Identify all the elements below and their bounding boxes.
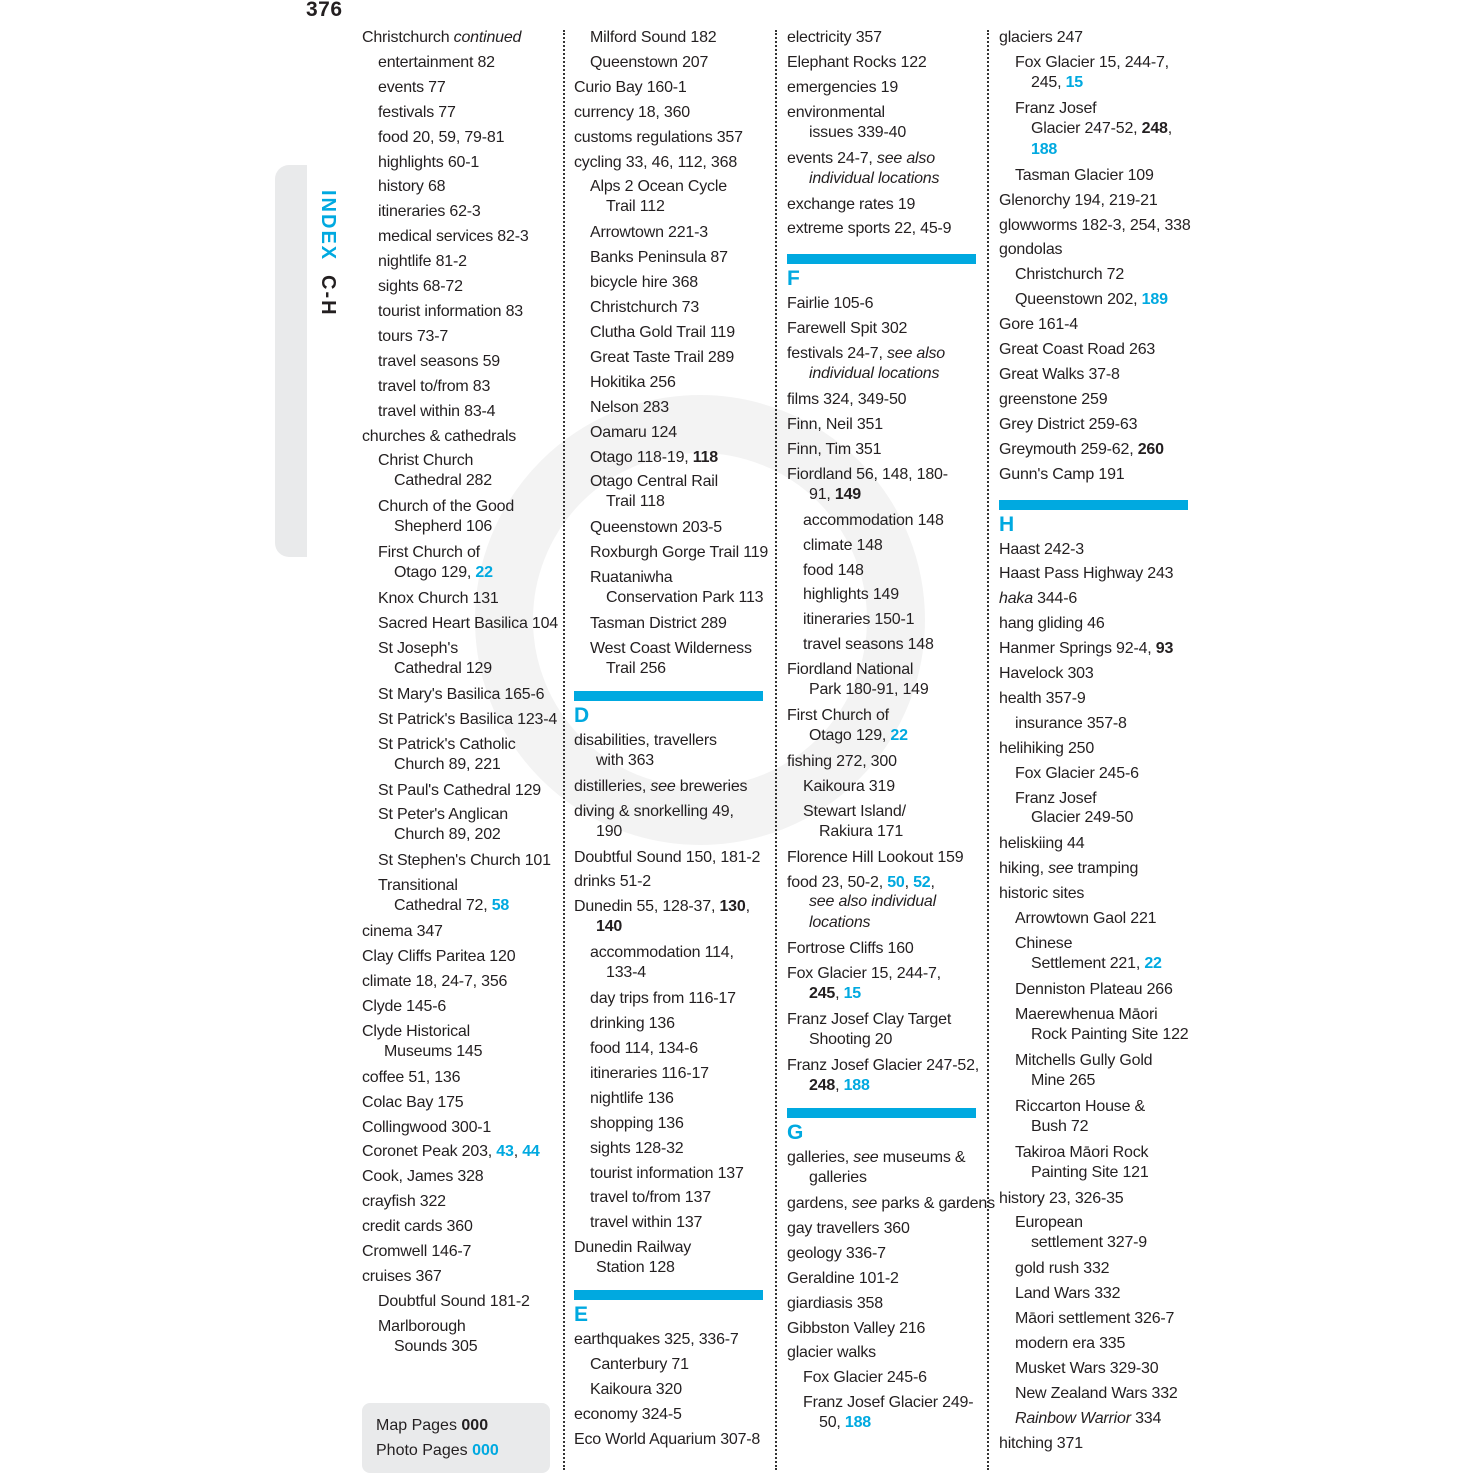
index-entry: First Church of (378, 544, 480, 562)
index-entry: Fox Glacier 245-6 (803, 1369, 927, 1387)
index-entry: Rainbow Warrior 334 (1015, 1409, 1162, 1427)
index-entry: Franz Josef (1015, 99, 1097, 117)
index-entry: food 23, 50-2, 50, 52, (787, 873, 935, 891)
index-entry: cruises 367 (362, 1267, 442, 1285)
page-number: 376 (306, 0, 343, 21)
index-entry: Coronet Peak 203, 43, 44 (362, 1143, 540, 1161)
index-entry: diving & snorkelling 49, (574, 802, 734, 820)
index-entry: travel within 83-4 (378, 402, 496, 420)
index-entry: Shepherd 106 (394, 518, 493, 536)
index-entry: Great Walks 37-8 (999, 365, 1120, 383)
index-entry: Conservation Park 113 (606, 589, 764, 607)
index-entry: Otago 129, 22 (394, 564, 493, 582)
index-entry: hitching 371 (999, 1434, 1083, 1452)
index-entry: Dunedin 55, 128-37, 130, (574, 898, 750, 916)
index-entry: Finn, Tim 351 (787, 440, 882, 458)
section-letter-f: F (787, 267, 800, 291)
index-entry: credit cards 360 (362, 1218, 473, 1236)
index-entry: medical services 82-3 (378, 228, 529, 246)
index-entry: Riccarton House & (1015, 1097, 1145, 1115)
index-entry: Māori settlement 326-7 (1015, 1310, 1175, 1328)
index-entry: Trail 118 (606, 493, 665, 511)
section-letter-e: E (574, 1303, 588, 1327)
index-entry: Mitchells Gully Gold (1015, 1051, 1153, 1069)
index-entry: Great Taste Trail 289 (590, 348, 735, 366)
index-entry: Station 128 (596, 1259, 675, 1277)
index-entry: St Paul's Cathedral 129 (378, 781, 542, 799)
index-entry: Christ Church (378, 452, 474, 470)
index-entry: Great Coast Road 263 (999, 341, 1156, 359)
index-entry: accommodation 148 (803, 511, 944, 529)
index-entry: Gunn's Camp 191 (999, 465, 1125, 483)
index-entry: disabilities, travellers (574, 731, 717, 749)
index-entry: glowworms 182-3, 254, 338 (999, 216, 1191, 234)
index-entry: highlights 149 (803, 586, 899, 604)
index-entry: St Patrick's Catholic (378, 735, 516, 753)
index-entry: historic sites (999, 885, 1085, 903)
index-entry: 248, 188 (809, 1077, 870, 1095)
index-entry: Finn, Neil 351 (787, 415, 883, 433)
index-entry: New Zealand Wars 332 (1015, 1384, 1178, 1402)
index-entry: itineraries 150-1 (803, 611, 915, 629)
side-tab-range: C-H (317, 274, 339, 317)
index-entry: drinking 136 (590, 1015, 675, 1033)
index-entry: Franz Josef Clay Target (787, 1011, 952, 1029)
column-divider (563, 30, 565, 1470)
index-entry: Eco World Aquarium 307-8 (574, 1430, 761, 1448)
index-entry: 245, 15 (809, 985, 862, 1003)
index-entry: travel seasons 148 (803, 636, 934, 654)
index-entry: Shooting 20 (809, 1031, 893, 1049)
index-entry: issues 339-40 (809, 123, 907, 141)
index-column-1 (362, 26, 557, 1361)
side-tab-index: INDEX (317, 190, 339, 262)
index-entry: Florence Hill Lookout 159 (787, 848, 964, 866)
index-entry: Nelson 283 (590, 398, 669, 416)
section-letter-d: D (574, 703, 589, 727)
index-entry: itineraries 62-3 (378, 203, 481, 221)
index-entry: Cromwell 146-7 (362, 1243, 472, 1261)
index-entry: galleries, see museums & (787, 1149, 966, 1167)
index-entry: sights 68-72 (378, 278, 463, 296)
index-entry: glacier walks (787, 1344, 876, 1362)
page-legend-box (362, 1403, 550, 1473)
index-entry: earthquakes 325, 336-7 (574, 1331, 739, 1349)
index-entry: Cathedral 72, 58 (394, 897, 510, 915)
index-entry: Mine 265 (1031, 1071, 1096, 1089)
index-entry: highlights 60-1 (378, 153, 480, 171)
index-entry: Hanmer Springs 92-4, 93 (999, 640, 1174, 658)
index-entry: gondolas (999, 241, 1063, 259)
index-entry: Fox Glacier 15, 244-7, (1015, 53, 1169, 71)
index-entry: Christchurch 73 (590, 299, 700, 317)
index-entry: cinema 347 (362, 923, 443, 941)
side-tab (275, 165, 307, 557)
index-entry: Greymouth 259-62, 260 (999, 440, 1164, 458)
index-entry: health 357-9 (999, 689, 1086, 707)
index-entry: crayfish 322 (362, 1193, 446, 1211)
index-entry: Land Wars 332 (1015, 1285, 1121, 1303)
index-entry: Alps 2 Ocean Cycle (590, 178, 727, 196)
index-entry: Franz Josef Glacier 247-52, (787, 1057, 980, 1075)
index-entry: hang gliding 46 (999, 615, 1105, 633)
index-column-3 (787, 26, 995, 1437)
index-entry: galleries (809, 1169, 867, 1186)
section-divider-bar (787, 1108, 976, 1118)
index-entry: Rock Painting Site 122 (1031, 1025, 1189, 1043)
index-entry: currency 18, 360 (574, 103, 690, 121)
index-entry: Cook, James 328 (362, 1168, 484, 1186)
index-entry: West Coast Wilderness (590, 639, 752, 657)
index-entry: churches & cathedrals (362, 427, 517, 445)
index-entry: Hokitika 256 (590, 373, 676, 391)
index-entry: helihiking 250 (999, 739, 1095, 757)
index-entry: haka 344-6 (999, 590, 1078, 608)
index-entry: individual locations (809, 169, 940, 187)
index-entry: Knox Church 131 (378, 590, 499, 608)
index-entry: festivals 77 (378, 103, 456, 121)
index-entry: Glenorchy 194, 219-21 (999, 191, 1158, 209)
index-entry: Settlement 221, 22 (1031, 955, 1162, 972)
index-entry: climate 18, 24-7, 356 (362, 973, 508, 990)
index-entry: Stewart Island/ (803, 802, 906, 820)
index-entry: 50, 188 (819, 1414, 871, 1432)
index-entry: customs regulations 357 (574, 128, 743, 146)
index-entry: Milford Sound 182 (590, 29, 717, 46)
column-divider (775, 30, 777, 1470)
index-entry: Clyde 145-6 (362, 997, 447, 1015)
index-entry: Cathedral 129 (394, 659, 492, 677)
index-entry: Colac Bay 175 (362, 1093, 464, 1111)
index-entry: Fox Glacier 15, 244-7, (787, 965, 941, 983)
index-entry: Fiordland 56, 148, 180- (787, 465, 948, 483)
index-entry: Dunedin Railway (574, 1239, 692, 1257)
index-entry: settlement 327-9 (1031, 1234, 1147, 1252)
index-entry: Collingwood 300-1 (362, 1118, 492, 1136)
index-entry: Christchurch 72 (1015, 266, 1125, 284)
index-entry: glaciers 247 (999, 29, 1083, 46)
index-entry: Havelock 303 (999, 665, 1094, 683)
column-divider (987, 30, 989, 1470)
index-entry: locations (809, 914, 871, 932)
index-entry: itineraries 116-17 (590, 1064, 709, 1082)
index-entry: Painting Site 121 (1031, 1163, 1149, 1181)
index-entry: Musket Wars 329-30 (1015, 1359, 1159, 1377)
index-entry: see also individual (809, 893, 936, 911)
index-entry: Kaikoura 320 (590, 1380, 682, 1398)
map-pages-number: 000 (461, 1417, 489, 1434)
index-entry: extreme sports 22, 45-9 (787, 220, 952, 238)
index-entry: exchange rates 19 (787, 195, 916, 213)
index-entry: Chinese (1015, 935, 1073, 953)
index-entry: Gore 161-4 (999, 316, 1078, 334)
index-entry: festivals 24-7, see also (787, 345, 945, 363)
index-entry: Museums 145 (384, 1042, 483, 1060)
index-entry: day trips from 116-17 (590, 990, 736, 1008)
photo-pages-number: 000 (472, 1442, 499, 1459)
index-entry: Haast Pass Highway 243 (999, 565, 1174, 583)
index-entry: Park 180-91, 149 (809, 681, 929, 699)
index-entry: St Patrick's Basilica 123-4 (378, 710, 558, 728)
index-entry: St Joseph's (378, 639, 459, 657)
index-entry: insurance 357-8 (1015, 714, 1127, 732)
side-tab-label (316, 190, 339, 316)
index-entry: events 24-7, see also (787, 149, 935, 167)
index-entry: Tasman District 289 (590, 615, 727, 633)
index-entry: Queenstown 203-5 (590, 519, 723, 537)
index-entry: Sacred Heart Basilica 104 (378, 615, 558, 633)
index-entry: Kaikoura 319 (803, 777, 895, 795)
section-letter-h: H (999, 512, 1014, 536)
index-entry: Doubtful Sound 181-2 (378, 1292, 530, 1310)
index-entry: Franz Josef (1015, 789, 1097, 807)
index-entry: 133-4 (606, 964, 646, 982)
index-entry: Arrowtown Gaol 221 (1015, 910, 1157, 928)
index-entry: Tasman Glacier 109 (1015, 166, 1154, 184)
index-entry: distilleries, see breweries (574, 777, 748, 795)
index-entry: Doubtful Sound 150, 181-2 (574, 848, 761, 866)
index-entry: Marlborough (378, 1317, 466, 1335)
index-entry: Trail 112 (606, 198, 665, 216)
photo-pages-legend (376, 1442, 499, 1460)
index-entry: Farewell Spit 302 (787, 320, 908, 338)
index-entry: Church 89, 221 (394, 755, 501, 773)
section-letter-g: G (787, 1121, 804, 1145)
index-entry: Gibbston Valley 216 (787, 1319, 926, 1337)
index-entry: drinks 51-2 (574, 873, 651, 891)
index-entry: food 148 (803, 561, 864, 579)
index-column-2 (574, 26, 769, 1453)
section-divider-bar (574, 1290, 763, 1300)
index-entry: Oamaru 124 (590, 423, 677, 441)
index-entry: Banks Peninsula 87 (590, 249, 728, 267)
index-entry: Clutha Gold Trail 119 (590, 323, 735, 341)
index-entry: heliskiing 44 (999, 835, 1085, 853)
index-entry: Christchurch continued (362, 29, 522, 46)
index-entry: food 20, 59, 79-81 (378, 128, 505, 146)
index-entry: events 77 (378, 78, 446, 96)
index-entry: 140 (596, 918, 623, 936)
index-entry: St Mary's Basilica 165-6 (378, 685, 545, 703)
index-entry: electricity 357 (787, 29, 882, 46)
index-entry: Otago Central Rail (590, 473, 719, 491)
index-entry: Fox Glacier 245-6 (1015, 764, 1139, 782)
index-entry: Curio Bay 160-1 (574, 78, 687, 96)
section-divider-bar (574, 691, 763, 701)
index-entry: 91, 149 (809, 485, 861, 503)
index-entry: accommodation 114, (590, 944, 734, 962)
index-entry: Fairlie 105-6 (787, 295, 874, 313)
index-entry: economy 324-5 (574, 1405, 682, 1423)
index-entry: tourist information 137 (590, 1164, 744, 1182)
index-entry: St Stephen's Church 101 (378, 852, 551, 870)
index-entry: Cathedral 282 (394, 472, 492, 490)
index-entry: Otago 129, 22 (809, 726, 908, 744)
index-entry: Geraldine 101-2 (787, 1269, 899, 1287)
index-entry: tours 73-7 (378, 327, 449, 345)
index-entry: First Church of (787, 707, 889, 725)
index-entry: Fortrose Cliffs 160 (787, 940, 914, 958)
index-entry: Bush 72 (1031, 1117, 1089, 1135)
index-entry: Glacier 249-50 (1031, 809, 1134, 827)
index-entry: Rakiura 171 (819, 822, 904, 840)
index-entry: Clyde Historical (362, 1022, 470, 1040)
index-entry: giardiasis 358 (787, 1294, 883, 1312)
index-entry: environmental (787, 103, 885, 121)
index-column-4 (999, 26, 1194, 1457)
index-entry: Ruataniwha (590, 569, 673, 587)
index-entry: Queenstown 207 (590, 53, 709, 71)
index-entry: Takiroa Māori Rock (1015, 1143, 1149, 1161)
index-entry: geology 336-7 (787, 1244, 886, 1262)
index-entry: individual locations (809, 365, 940, 383)
index-entry: history 23, 326-35 (999, 1189, 1124, 1207)
index-entry: with 363 (596, 751, 654, 769)
index-entry: Transitional (378, 877, 458, 895)
index-entry: St Peter's Anglican (378, 806, 508, 824)
section-divider-bar (999, 500, 1188, 510)
index-entry: fishing 272, 300 (787, 752, 897, 770)
index-entry: Church 89, 202 (394, 826, 501, 844)
index-entry: history 68 (378, 178, 446, 196)
index-entry: Church of the Good (378, 498, 515, 516)
index-entry: tourist information 83 (378, 302, 524, 320)
index-entry: entertainment 82 (378, 53, 495, 71)
index-entry: travel to/from 137 (590, 1189, 711, 1207)
index-entry: shopping 136 (590, 1114, 684, 1132)
index-entry: nightlife 81-2 (378, 253, 467, 271)
index-entry: coffee 51, 136 (362, 1068, 461, 1086)
index-entry: bicycle hire 368 (590, 274, 698, 292)
index-entry: hiking, see tramping (999, 860, 1139, 878)
index-entry: modern era 335 (1015, 1335, 1126, 1353)
index-entry: cycling 33, 46, 112, 368 (574, 153, 738, 171)
index-entry: Queenstown 202, 189 (1015, 291, 1168, 309)
index-entry: travel within 137 (590, 1214, 703, 1232)
index-entry: European (1015, 1214, 1083, 1232)
index-entry: Maerewhenua Māori (1015, 1005, 1158, 1023)
index-entry: gardens, see parks & gardens (787, 1195, 995, 1212)
index-entry: Haast 242-3 (999, 540, 1084, 558)
index-entry: Denniston Plateau 266 (1015, 981, 1173, 998)
index-entry: Roxburgh Gorge Trail 119 (590, 544, 769, 562)
index-entry: Franz Josef Glacier 249- (803, 1394, 974, 1412)
index-entry: food 114, 134-6 (590, 1040, 698, 1057)
index-entry: Arrowtown 221-3 (590, 224, 708, 242)
index-entry: 188 (1031, 140, 1058, 158)
index-entry: greenstone 259 (999, 390, 1108, 408)
map-pages-legend (376, 1417, 488, 1435)
index-entry: Clay Cliffs Paritea 120 (362, 948, 516, 966)
index-entry: Otago 118-19, 118 (590, 448, 718, 466)
index-entry: gay travellers 360 (787, 1219, 910, 1237)
index-entry: Grey District 259-63 (999, 415, 1138, 433)
map-pages-label: Map Pages (376, 1417, 457, 1434)
index-entry: Canterbury 71 (590, 1356, 689, 1374)
index-entry: sights 128-32 (590, 1139, 684, 1157)
section-divider-bar (787, 254, 976, 264)
index-entry: gold rush 332 (1015, 1260, 1110, 1278)
index-entry: emergencies 19 (787, 78, 899, 96)
index-entry: travel to/from 83 (378, 377, 491, 395)
index-entry: Sounds 305 (394, 1337, 478, 1355)
index-entry: Glacier 247-52, 248, (1031, 119, 1172, 137)
index-entry: Trail 256 (606, 659, 666, 677)
index-entry: nightlife 136 (590, 1089, 674, 1107)
index-entry: 190 (596, 822, 623, 840)
index-entry: Fiordland National (787, 661, 914, 679)
index-entry: 245, 15 (1031, 73, 1083, 91)
photo-pages-label: Photo Pages (376, 1442, 468, 1459)
index-entry: films 324, 349-50 (787, 391, 907, 409)
index-entry: travel seasons 59 (378, 352, 501, 370)
index-entry: Elephant Rocks 122 (787, 53, 927, 71)
index-entry: climate 148 (803, 536, 883, 554)
